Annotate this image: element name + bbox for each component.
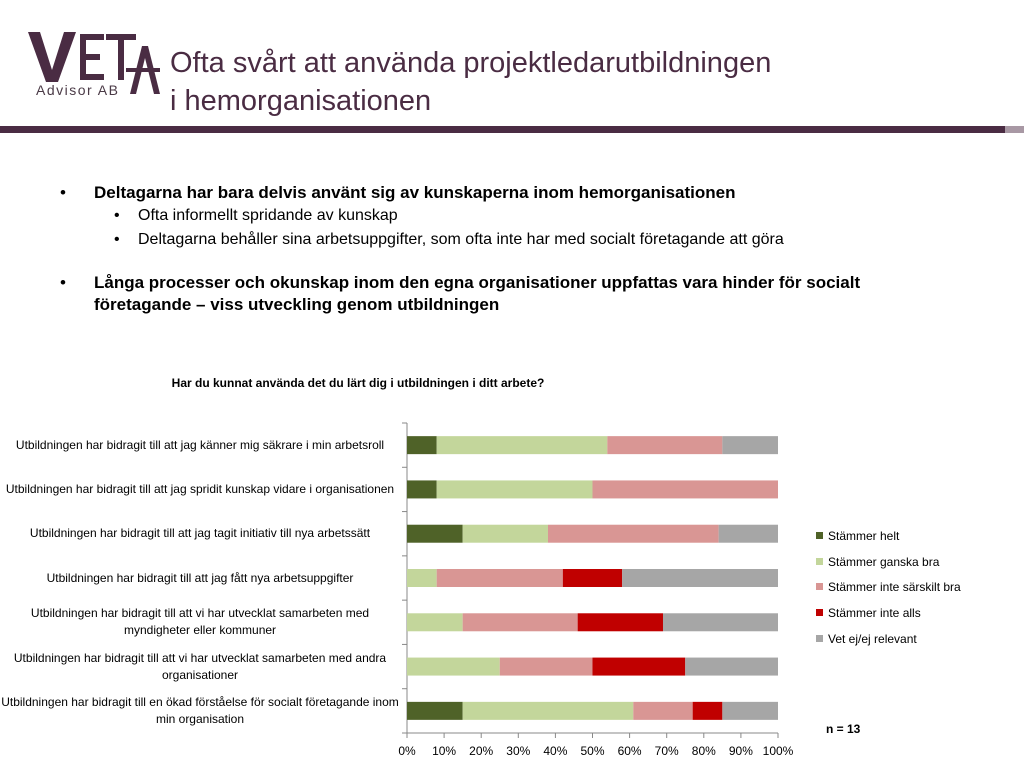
bar-segment (685, 658, 778, 676)
legend-item (816, 632, 961, 658)
bar-segment (593, 480, 779, 498)
bar-segment (463, 613, 578, 631)
bar-segment (722, 436, 778, 454)
legend-swatch (816, 635, 823, 642)
x-tick-label: 10% (432, 744, 457, 758)
bar-segment (407, 480, 437, 498)
legend-item (816, 580, 961, 606)
category-label: Utbildningen har bidragit till att jag fått nya arbetsuppgifter (46, 570, 354, 585)
bar-segment (622, 569, 778, 587)
x-tick-label: 80% (691, 744, 716, 758)
legend-label: Stämmer helt (828, 529, 900, 543)
page-title-line-1: Ofta svårt att använda projektledarutbildningen (170, 47, 772, 79)
category-label: Utbildningen har bidragit till att vi har utvecklat samarbeten med andra organisationer (13, 650, 387, 682)
bar-segment (437, 436, 608, 454)
category-label: Utbildningen har bidragit till att jag tagit initiativ till nya arbetssätt (29, 526, 371, 541)
x-tick-label: 70% (654, 744, 679, 758)
x-tick-label: 0% (398, 744, 416, 758)
bar-segment (593, 658, 686, 676)
legend-swatch (816, 583, 823, 590)
x-tick-label: 60% (617, 744, 642, 758)
x-tick-label: 40% (543, 744, 568, 758)
logo-subtitle: Advisor AB (36, 82, 120, 98)
legend-label: Vet ej/ej relevant (828, 631, 917, 646)
bar-segment (722, 702, 778, 720)
bar-segment (633, 702, 692, 720)
legend-swatch (816, 532, 823, 539)
category-label: Utbildningen har bidragit till en ökad förståelse för socialt företagande inom min organisation (1, 694, 399, 726)
legend-swatch (816, 609, 823, 616)
sample-size-note: n = 13 (826, 722, 861, 736)
bar-segment (407, 525, 463, 543)
x-tick-label: 20% (469, 744, 494, 758)
page-title-line-2: i hemorganisationen (170, 85, 432, 117)
legend-item (816, 555, 961, 581)
category-label: Utbildningen har bidragit till att vi har utvecklat samarbeten med myndigheter eller kommuner (30, 606, 370, 638)
bar-segment (500, 658, 593, 676)
bar-segment (437, 480, 593, 498)
bar-segment (719, 525, 778, 543)
bar-segment (463, 702, 634, 720)
bar-segment (463, 525, 548, 543)
bar-segment (548, 525, 719, 543)
chart-legend (816, 529, 961, 657)
x-tick-label: 100% (762, 744, 794, 758)
x-tick-label: 50% (580, 744, 605, 758)
x-tick-label: 90% (728, 744, 753, 758)
bullet-main-2: • Långa processer och okunskap inom den egna organisationer uppfattas vara hinder för socialt företagande – viss utveckling genom utbildningen (60, 272, 960, 316)
legend-label: Stämmer ganska bra (828, 554, 940, 569)
bar-segment (407, 569, 437, 587)
legend-item (816, 606, 961, 632)
category-label: Utbildningen har bidragit till att jag känner mig säkrare i min arbetsroll (15, 437, 385, 452)
bullet-main-1: • Deltagarna har bara delvis använt sig av kunskaperna inom hemorganisationen (60, 182, 960, 204)
bar-segment (563, 569, 622, 587)
bar-segment (407, 436, 437, 454)
bar-segment (407, 613, 463, 631)
bar-segment (407, 658, 500, 676)
legend-label: Stämmer inte alls (828, 606, 921, 621)
bullet-sub-2: • Deltagarna behåller sina arbetsuppgifter, som ofta inte har med socialt företagande att göra (60, 228, 960, 252)
category-label: Utbildningen har bidragit till att jag spridit kunskap vidare i organisationen (5, 481, 395, 496)
bar-segment (407, 702, 463, 720)
bar-segment (437, 569, 563, 587)
chart-title: Har du kunnat använda det du lärt dig i utbildningen i ditt arbete? (171, 376, 545, 390)
bar-segment (663, 613, 778, 631)
legend-item (816, 529, 961, 555)
bar-segment (578, 613, 663, 631)
legend-label: Stämmer inte särskilt bra (828, 580, 961, 595)
bar-segment (607, 436, 722, 454)
bullet-sub-1: • Ofta informellt spridande av kunskap (60, 204, 960, 228)
x-tick-label: 30% (506, 744, 531, 758)
bar-segment (693, 702, 723, 720)
legend-swatch (816, 558, 823, 565)
